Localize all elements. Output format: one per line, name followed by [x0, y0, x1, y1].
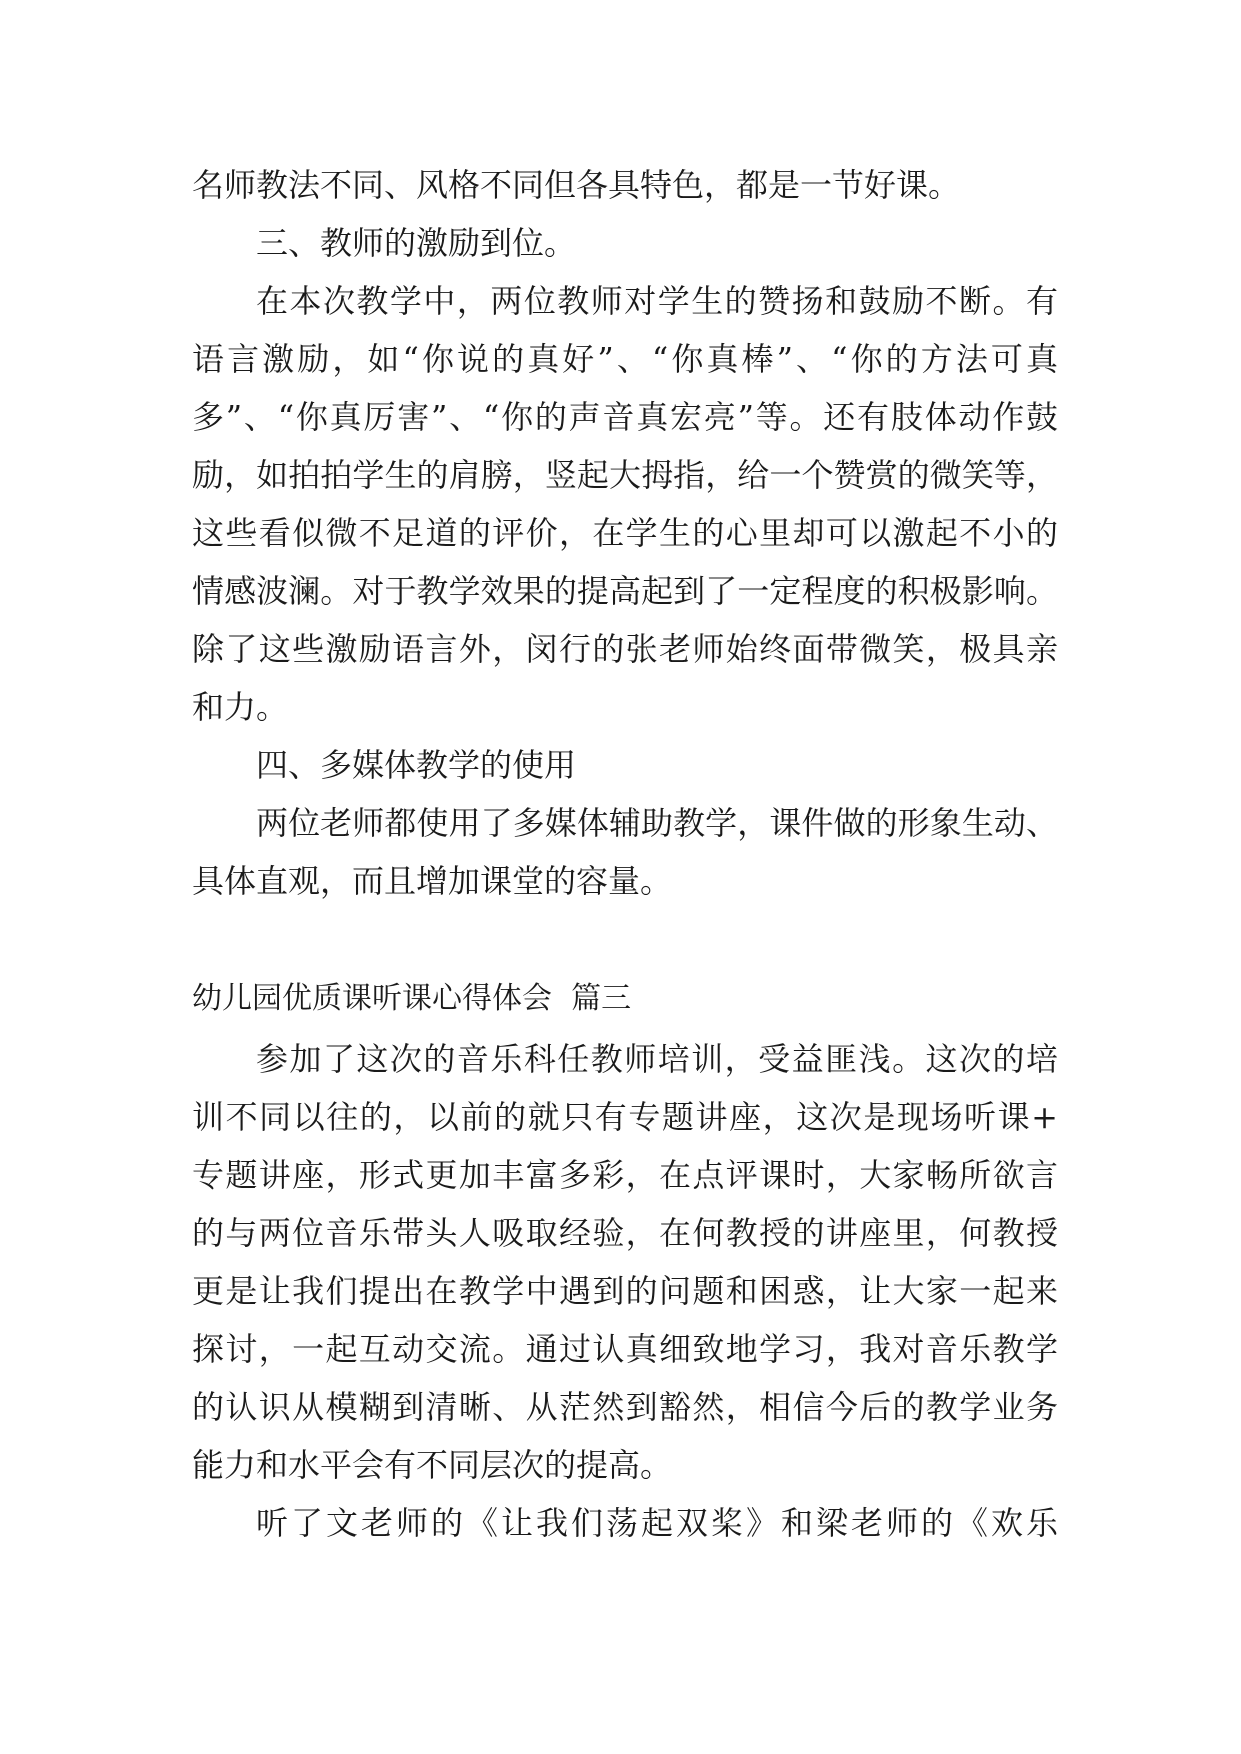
paragraph-line: 听了文老师的《让我们荡起双桨》和梁老师的《欢乐: [256, 1504, 1058, 1542]
paragraph-line: 和力。: [192, 688, 289, 726]
section-heading: 三、教师的激励到位。: [256, 224, 577, 262]
paragraph-line: 训不同以往的，以前的就只有专题讲座，这次是现场听课+: [192, 1098, 1058, 1136]
paragraph-line: 的与两位音乐带头人吸取经验，在何教授的讲座里，何教授: [192, 1214, 1058, 1252]
paragraph-line: 两位老师都使用了多媒体辅助教学，课件做的形象生动、: [256, 804, 1058, 842]
article-title: 幼儿园优质课听课心得体会 篇三: [192, 981, 632, 1016]
paragraph-line: 语言激励，如“你说的真好”、“你真棒”、“你的方法可真: [192, 340, 1058, 378]
paragraph-line: 探讨，一起互动交流。通过认真细致地学习，我对音乐教学: [192, 1330, 1058, 1368]
section-heading: 四、多媒体教学的使用: [256, 746, 577, 784]
paragraph-line: 参加了这次的音乐科任教师培训，受益匪浅。这次的培: [256, 1040, 1058, 1078]
paragraph-line: 的认识从模糊到清晰、从茫然到豁然，相信今后的教学业务: [192, 1388, 1058, 1426]
paragraph-line: 在本次教学中，两位教师对学生的赞扬和鼓励不断。有: [256, 282, 1058, 320]
paragraph-line: 具体直观，而且增加课堂的容量。: [192, 862, 673, 900]
paragraph-line: 更是让我们提出在教学中遇到的问题和困惑，让大家一起来: [192, 1272, 1058, 1310]
paragraph-line: 能力和水平会有不同层次的提高。: [192, 1446, 673, 1484]
paragraph-line: 情感波澜。对于教学效果的提高起到了一定程度的积极影响。: [192, 572, 1058, 610]
paragraph-line: 多”、“你真厉害”、“你的声音真宏亮”等。还有肢体动作鼓: [192, 398, 1058, 436]
paragraph-line: 这些看似微不足道的评价，在学生的心里却可以激起不小的: [192, 514, 1058, 552]
paragraph-line: 励，如拍拍学生的肩膀，竖起大拇指，给一个赞赏的微笑等，: [192, 456, 1058, 494]
paragraph-line: 除了这些激励语言外，闵行的张老师始终面带微笑，极具亲: [192, 630, 1058, 668]
paragraph-line: 专题讲座，形式更加丰富多彩，在点评课时，大家畅所欲言: [192, 1156, 1058, 1194]
paragraph-line: 名师教法不同、风格不同但各具特色，都是一节好课。: [192, 166, 961, 204]
